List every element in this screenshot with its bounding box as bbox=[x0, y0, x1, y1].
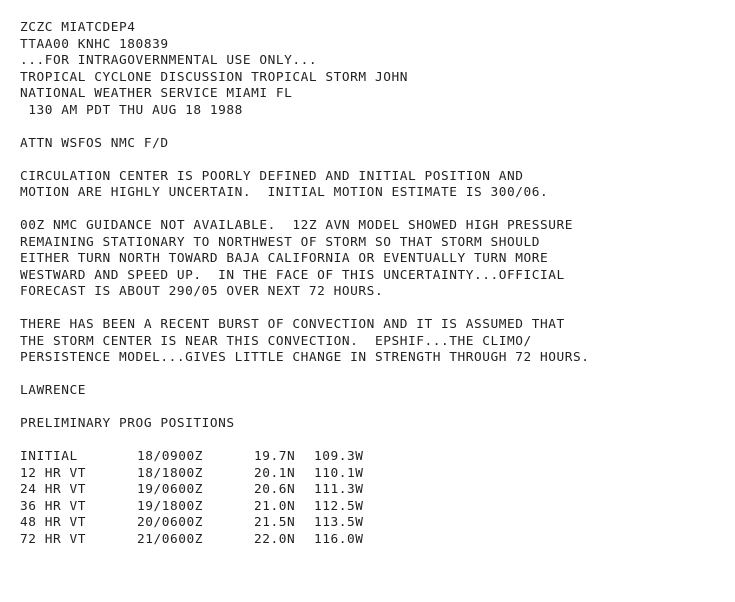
forecast-time: 19/1800Z bbox=[137, 498, 204, 514]
spacer bbox=[20, 433, 720, 450]
paragraph-line: THE STORM CENTER IS NEAR THIS CONVECTION. EPSHIF...THE CLIMO/ bbox=[20, 333, 532, 349]
forecast-label: 72 HR VT bbox=[20, 531, 87, 547]
table-row bbox=[20, 449, 394, 466]
paragraph-circulation bbox=[20, 169, 720, 202]
spacer bbox=[20, 119, 720, 136]
header-line-distribution: ...FOR INTRAGOVERNMENTAL USE ONLY... bbox=[20, 53, 318, 68]
forecast-longitude: 113.5W bbox=[314, 515, 364, 530]
forecast-time: 18/0900Z bbox=[137, 449, 204, 464]
paragraph-line: MOTION ARE HIGHLY UNCERTAIN. INITIAL MOTION ESTIMATE IS 300/06. bbox=[20, 185, 549, 200]
spacer bbox=[20, 202, 720, 219]
discussion-document bbox=[20, 20, 720, 548]
prog-positions-heading: PRELIMINARY PROG POSITIONS bbox=[20, 416, 235, 431]
table-row bbox=[20, 482, 394, 499]
header-line-title: TROPICAL CYCLONE DISCUSSION TROPICAL STORM JOHN bbox=[20, 69, 408, 85]
table-row bbox=[20, 532, 394, 549]
forecast-time: 21/0600Z bbox=[137, 531, 204, 547]
forecast-latitude: 21.5N bbox=[254, 515, 296, 530]
paragraph-line: FORECAST IS ABOUT 290/05 OVER NEXT 72 HOURS. bbox=[20, 284, 384, 299]
prog-positions-table bbox=[20, 449, 394, 548]
forecast-label: 24 HR VT bbox=[20, 482, 87, 497]
forecast-longitude: 112.5W bbox=[314, 498, 364, 514]
header-line-issue-time: 130 AM PDT THU AUG 18 1988 bbox=[20, 102, 243, 118]
message-header bbox=[20, 20, 720, 119]
header-line-wmo-id: TTAA00 KNHC 180839 bbox=[20, 36, 169, 52]
spacer bbox=[20, 367, 720, 384]
paragraph-line: PERSISTENCE MODEL...GIVES LITTLE CHANGE IN STRENGTH THROUGH 72 HOURS. bbox=[20, 350, 590, 365]
paragraph-line: THERE HAS BEEN A RECENT BURST OF CONVECTION AND IT IS ASSUMED THAT bbox=[20, 317, 565, 332]
forecast-latitude: 22.0N bbox=[254, 531, 296, 547]
paragraph-convection bbox=[20, 317, 720, 367]
spacer bbox=[20, 301, 720, 318]
paragraph-line: 00Z NMC GUIDANCE NOT AVAILABLE. 12Z AVN MODEL SHOWED HIGH PRESSURE bbox=[20, 218, 574, 233]
forecast-longitude: 111.3W bbox=[314, 482, 364, 497]
spacer bbox=[20, 152, 720, 169]
attn-line: ATTN WSFOS NMC F/D bbox=[20, 135, 169, 151]
forecast-latitude: 20.6N bbox=[254, 482, 296, 497]
table-row bbox=[20, 499, 394, 516]
forecast-latitude: 21.0N bbox=[254, 498, 296, 514]
spacer bbox=[20, 400, 720, 417]
paragraph-line: WESTWARD AND SPEED UP. IN THE FACE OF THIS UNCERTAINTY...OFFICIAL bbox=[20, 267, 565, 283]
forecast-label: 36 HR VT bbox=[20, 498, 87, 514]
forecast-longitude: 110.1W bbox=[314, 465, 364, 481]
table-row bbox=[20, 515, 394, 532]
forecast-label: 12 HR VT bbox=[20, 465, 87, 481]
header-line-product-id: ZCZC MIATCDEP4 bbox=[20, 20, 136, 35]
forecast-time: 18/1800Z bbox=[137, 465, 204, 481]
forecaster-signature: LAWRENCE bbox=[20, 383, 87, 398]
forecast-time: 20/0600Z bbox=[137, 515, 204, 530]
forecast-latitude: 20.1N bbox=[254, 465, 296, 481]
forecast-time: 19/0600Z bbox=[137, 482, 204, 497]
paragraph-line: CIRCULATION CENTER IS POORLY DEFINED AND INITIAL POSITION AND bbox=[20, 168, 524, 184]
forecast-longitude: 109.3W bbox=[314, 449, 364, 464]
paragraph-line: REMAINING STATIONARY TO NORTHWEST OF STORM SO THAT STORM SHOULD bbox=[20, 234, 541, 250]
header-line-office: NATIONAL WEATHER SERVICE MIAMI FL bbox=[20, 86, 293, 101]
forecast-label: 48 HR VT bbox=[20, 515, 87, 530]
paragraph-line: EITHER TURN NORTH TOWARD BAJA CALIFORNIA OR EVENTUALLY TURN MORE bbox=[20, 251, 549, 266]
table-row bbox=[20, 466, 394, 483]
paragraph-guidance bbox=[20, 218, 720, 301]
forecast-longitude: 116.0W bbox=[314, 531, 364, 547]
forecast-latitude: 19.7N bbox=[254, 449, 296, 464]
forecast-label: INITIAL bbox=[20, 449, 78, 464]
